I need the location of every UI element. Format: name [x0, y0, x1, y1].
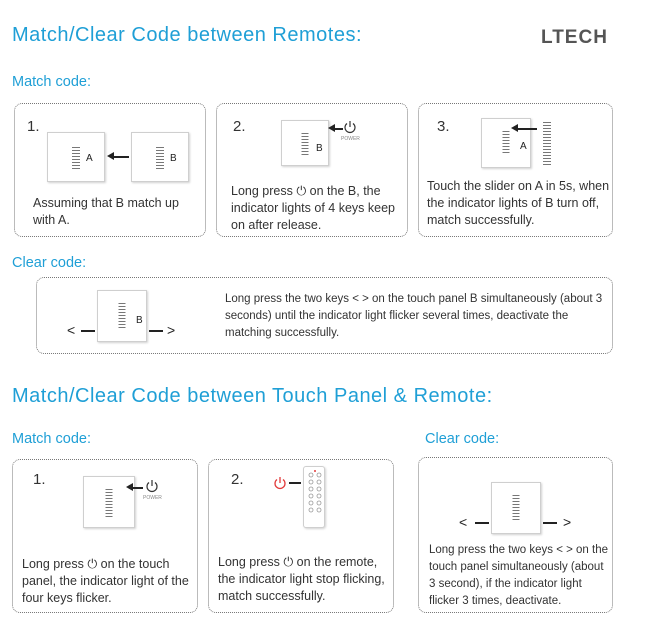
slider	[503, 131, 510, 155]
panel-label: B	[316, 143, 323, 154]
remotes-clear-code-label: Clear code:	[12, 255, 87, 271]
clear-description: Long press the two keys < > on the touch panel simultaneously (about 3 second), if the indicator light flicker 3 times, deactivate.	[429, 544, 609, 607]
remotes-step3-box	[418, 103, 613, 237]
remotes-step2-box	[216, 103, 408, 237]
arrow-line	[475, 522, 489, 524]
panel-label: B	[136, 315, 143, 326]
touch-panel-b	[97, 290, 147, 342]
remotes-step1-box	[14, 103, 206, 237]
arrow-line	[81, 330, 95, 332]
arrow-right-icon	[289, 482, 301, 484]
touch-step2-box	[208, 459, 394, 613]
arrow-left-head	[511, 124, 518, 132]
step-description: Assuming that B match up with A.	[33, 196, 179, 227]
step-description: Long press ⏻ on the remote, the indicator light stop flicking, match successfully.	[218, 555, 385, 603]
power-icon	[145, 479, 159, 493]
chevron-right-icon: >	[563, 514, 572, 530]
touch-panel-b	[281, 120, 329, 166]
slider	[156, 147, 164, 169]
touch-panel-a	[481, 118, 531, 168]
step-description: Touch the slider on A in 5s, when the indicator lights of B turn off, match successfully.	[427, 179, 610, 227]
touch-panel-b	[131, 132, 189, 182]
clear-description: Long press the two keys < > on the touch panel B simultaneously (about 3 seconds) until the indicator light flicker several times, deactivate the matching successfully.	[225, 293, 603, 339]
slider	[513, 495, 520, 521]
remote-control	[303, 466, 325, 528]
panel-label: A	[520, 141, 527, 152]
arrow-left-head	[126, 483, 133, 491]
remotes-match-code-label: Match code:	[12, 74, 91, 90]
chevron-left-icon: <	[67, 322, 76, 338]
power-icon-red	[273, 476, 287, 490]
arrow-line	[543, 522, 557, 524]
ltech-logo: LTECH	[541, 27, 608, 48]
slider	[106, 489, 113, 517]
touch-panel	[491, 482, 541, 534]
remote-buttons	[304, 467, 326, 529]
chevron-right-icon: >	[167, 322, 176, 338]
remotes-clear-box	[36, 277, 613, 354]
slider	[119, 303, 126, 329]
touch-clear-code-label: Clear code:	[425, 431, 500, 447]
touch-panel-a	[47, 132, 105, 182]
slider	[72, 147, 80, 169]
step-number: 3.	[437, 118, 450, 135]
power-icon	[343, 120, 357, 134]
touch-match-code-label: Match code:	[12, 431, 91, 447]
power-label: POWER	[341, 136, 360, 142]
touch-clear-box	[418, 457, 613, 613]
arrow-line	[149, 330, 163, 332]
arrow-left-head	[107, 152, 114, 160]
arrow-left-head	[328, 124, 335, 132]
step-description: Long press ⏻ on the touch panel, the indicator light of the four keys flicker.	[22, 557, 189, 605]
section-title-touch-panel-remote: Match/Clear Code between Touch Panel & Remote:	[12, 385, 493, 407]
panel-b-slider	[543, 122, 551, 166]
step-description: Long press ⏻ on the B, the indicator lights of 4 keys keep on after release.	[231, 184, 395, 232]
step-number: 2.	[231, 471, 244, 488]
arrow-left-icon	[517, 128, 537, 130]
step-number: 1.	[27, 118, 40, 135]
step-number: 2.	[233, 118, 246, 135]
step-number: 1.	[33, 471, 46, 488]
arrow-left-icon	[113, 156, 129, 158]
chevron-left-icon: <	[459, 514, 468, 530]
touch-step1-box	[12, 459, 198, 613]
section-title-remotes: Match/Clear Code between Remotes:	[12, 24, 362, 46]
panel-label: B	[170, 153, 177, 164]
panel-label: A	[86, 153, 93, 164]
slider	[302, 133, 309, 155]
power-label: POWER	[143, 495, 162, 501]
